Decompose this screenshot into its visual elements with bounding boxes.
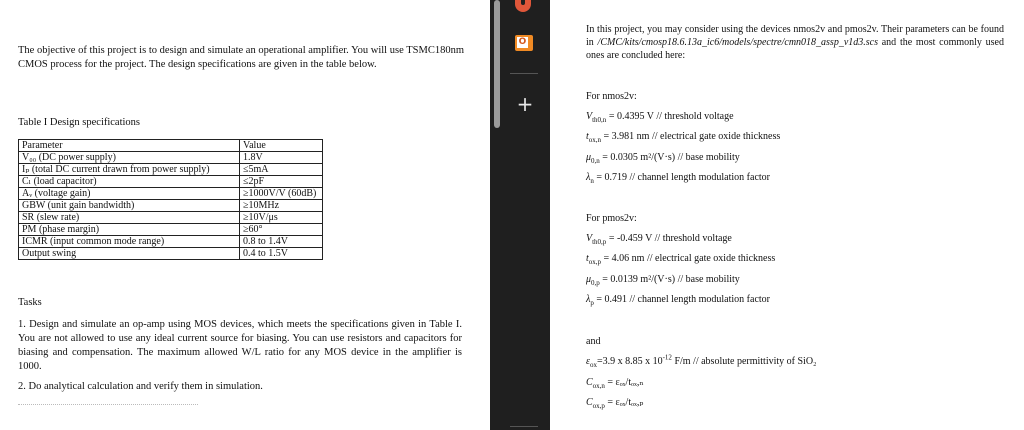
- oxide-permittivity: $\varepsilon_{ox}=3.9$ x 8.85 x $10^{-12}$ F/m // absolute permittivity of SiO₂: [586, 353, 817, 369]
- cox-n-formula: $C_{ox,n} = \varepsilon_{ox}/t_{ox},_n$: [586, 377, 644, 390]
- sidebar-separator: [510, 73, 538, 74]
- pmos-threshold-voltage: $V_{th0,p} = -0.459$ V // threshold voltage: [586, 233, 732, 246]
- right-document-page: [550, 0, 1024, 430]
- pmos-mobility: $\mu_{0,p} = 0.0139$ m²/(V·s) // base mobility: [586, 274, 740, 287]
- sidebar-separator-bottom: [510, 426, 538, 427]
- intro-text-b: and the most commonly used ones are concluded here:: [586, 37, 1004, 61]
- value-cell: ≥60°: [240, 224, 323, 236]
- parameter-cell: Iₚ (total DC current drawn from power supply): [19, 164, 240, 176]
- parameter-cell: V₀₀ (DC power supply): [19, 152, 240, 164]
- nmos-heading: For nmos2v:: [586, 91, 637, 102]
- task-2-paragraph: 2. Do analytical calculation and verify them in simulation.: [18, 381, 263, 392]
- value-cell: ≥10MHz: [240, 200, 323, 212]
- design-specifications-table: [18, 139, 323, 260]
- tasks-heading: Tasks: [18, 297, 42, 308]
- table-row: [19, 188, 323, 200]
- table-header-row: [19, 140, 323, 152]
- value-cell: 1.8V: [240, 152, 323, 164]
- table-row: [19, 152, 323, 164]
- outlook-icon[interactable]: [515, 35, 533, 51]
- scrollbar-thumb[interactable]: [494, 0, 500, 128]
- table-row: [19, 212, 323, 224]
- cox-p-formula: $C_{ox,p} = \varepsilon_{ox}/t_{ox},_p$: [586, 397, 644, 410]
- table-title: Table I Design specifications: [18, 117, 141, 128]
- pmos-heading: For pmos2v:: [586, 213, 637, 224]
- project-objective-paragraph: The objective of this project is to design and simulate an operational amplifier. You will use TSMC180nm CMOS process for the project. The design specifications are given in the table below.: [18, 45, 464, 70]
- left-document-page: [0, 0, 490, 430]
- value-cell: ≥10V/μs: [240, 212, 323, 224]
- value-cell: 0.4 to 1.5V: [240, 248, 323, 260]
- table-row: [19, 200, 323, 212]
- value-cell: 0.8 to 1.4V: [240, 236, 323, 248]
- parameter-cell: PM (phase margin): [19, 224, 240, 236]
- pmos-oxide-thickness: $t_{ox,p} = 4.06$ nm // electrical gate oxide thickness: [586, 253, 776, 266]
- table-row: [19, 224, 323, 236]
- parameter-cell: Cₗ (load capacitor): [19, 176, 240, 188]
- table-row: [19, 164, 323, 176]
- parameter-cell: Aᵥ (voltage gain): [19, 188, 240, 200]
- value-cell: Value: [240, 140, 323, 152]
- and-label: and: [586, 336, 601, 347]
- nmos-mobility: $\mu_{0,n} = 0.0305$ m²/(V·s) // base mobility: [586, 152, 740, 165]
- task-1-paragraph: 1. Design and simulate an op-amp using MOS devices, which meets the specifications given in Table I. You are not allowed to use any ideal current source for biasing. You can use resistors and capacitors for biasing and compensation. The maximum allowed W/L ratio for any MOS device in the amplifier is 1000.: [18, 319, 462, 372]
- pmos-lambda: $\lambda_p = 0.491$ // channel length modulation factor: [586, 294, 770, 307]
- table-row: [19, 236, 323, 248]
- value-cell: ≤2pF: [240, 176, 323, 188]
- add-icon[interactable]: +: [516, 92, 534, 116]
- parameter-cell: ICMR (input common mode range): [19, 236, 240, 248]
- outlook-icon-letter: O: [518, 37, 527, 47]
- cropped-text-line: [18, 404, 198, 409]
- parameter-cell: SR (slew rate): [19, 212, 240, 224]
- parameter-cell: Output swing: [19, 248, 240, 260]
- table-row: [19, 176, 323, 188]
- intro-text-a: In this project, you may consider using the devices nmos2v and pmos2v. Their parameters can be found in: [586, 24, 1004, 48]
- value-cell: ≥1000V/V (60dB): [240, 188, 323, 200]
- value-cell: ≤5mA: [240, 164, 323, 176]
- parameter-cell: Parameter: [19, 140, 240, 152]
- parameter-cell: GBW (unit gain bandwidth): [19, 200, 240, 212]
- device-parameters-intro: [586, 23, 1004, 62]
- model-file-path: /CMC/kits/cmosp18.6.13a_ic6/models/spectre/cmn018_assp_v1d3.scs: [597, 37, 878, 48]
- nmos-lambda: $\lambda_n = 0.719$ // channel length modulation factor: [586, 172, 770, 185]
- nmos-threshold-voltage: $V_{th0,n} = 0.4395$ V // threshold voltage: [586, 111, 734, 124]
- table-row: [19, 248, 323, 260]
- nmos-oxide-thickness: $t_{ox,n} = 3.981$ nm // electrical gate oxide thickness: [586, 131, 781, 144]
